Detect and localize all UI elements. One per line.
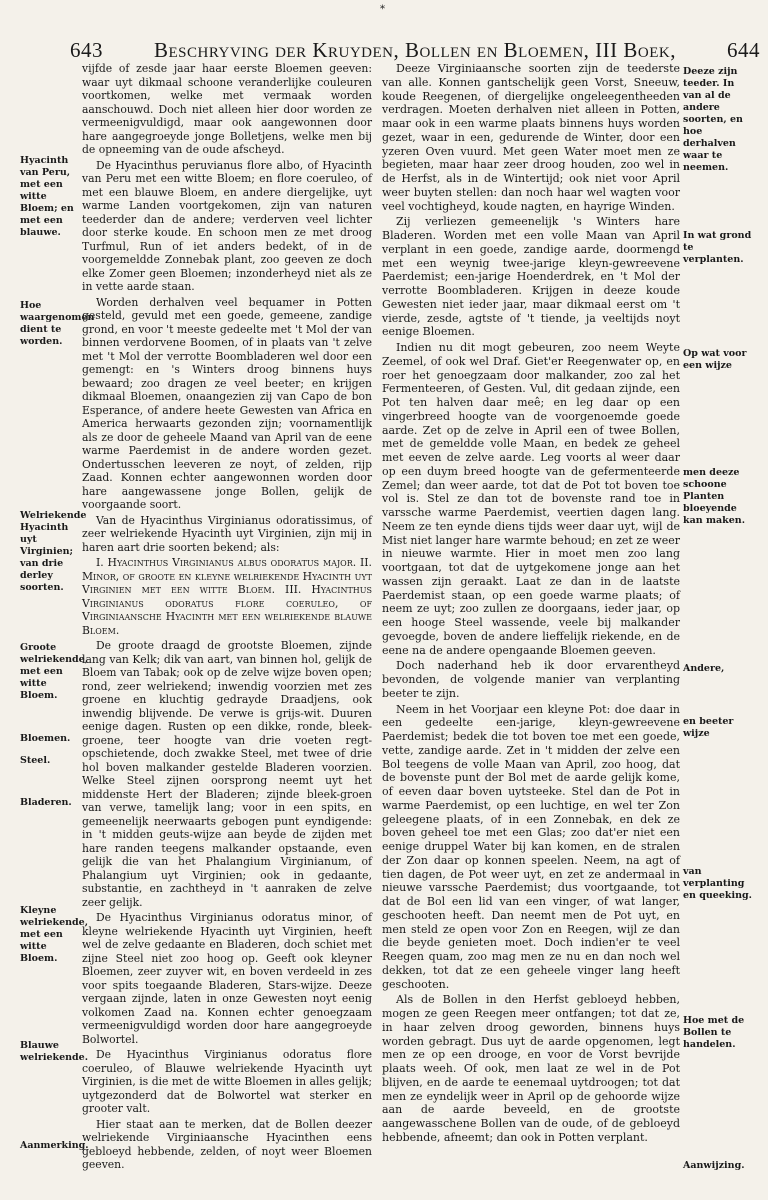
margin-note-left: Steel. xyxy=(20,755,51,766)
paragraph: Als de Bollen in den Herfst gebloeyd hebben, mogen ze geen Reegen meer ontfangen; tot dat ze, in haar zelven droog geworden, binnens huys worden gebragt. Dus uyt de aarde opgenomen, legt men ze op een drooge, en voor de Vorst bevrijde plaats weeh. Of ook, men laat ze wel in de Pot blijven, en de aarde te eenemaal uytdroogen; tot dat men ze eyndelijk weer in April op de gehoorde wijze aan de aarde beveeld, en de grootste aangewasschene Bollen van de oude, of de gebloeyd hebbende, afneemt; dan ook in Potten verplant. xyxy=(382,993,680,1144)
margin-note-right: Op wat voor een wijze xyxy=(683,348,747,371)
margin-note-left: Blauwe welriekende. xyxy=(20,1040,89,1063)
margin-note-left: Welriekende Hyacinth uyt Virginien; van drie derley soorten. xyxy=(20,510,87,593)
margin-note-left: Aanmerking. xyxy=(20,1140,89,1151)
paragraph: De groote draagd de grootste Bloemen, zijnde lang van Kelk; dik van aart, van binnen hol, gelijk de Bloem van Tabak; ook op de zelve wijze boven open; rond, zeer welriekend; inwendig voorzien met zes groene en kluchtig gedrayde Draadjens, ook inwendig blijvende. De verwe is grijs-wit. Duuren eenige dagen. Rusten op een dikke, ronde, bleek-groene, teer hoogte van drie voeten regt-opschietende, doch zwakke Steel, met twee of drie hol boven malkander gestelde Bladeren voorzien. Welke Steel zijnen oorsprong neemt uyt het middenste Hert der Bladeren; zijnde bleek-groen van verwe, tamelijk lang; voor in een spits, en gemeenelijk neerwaarts gebogen punt eyndigende: in 't midden geuts-wijze aan beyde de zijden met hare randen teegens malkander opstaande, even gelijk die van het Phalangium Virginianum, of Phalangium uyt Virginien; ook in gedaante, substantie, en zachtheyd in 't aanraken de zelve zeer gelijk. xyxy=(82,639,372,909)
paragraph: Doch naderhand heb ik door ervarentheyd bevonden, de volgende manier van verplanting beeter te zijn. xyxy=(382,659,680,700)
paragraph: Zij verliezen gemeenelijk 's Winters hare Bladeren. Worden met een volle Maan van April verplant in een goede, zandige aarde, doormengd met een weynig twee-jarige kleyn-gewreevene Paerdemist; een-jarige Hoenderdrek, en 't Mol der verrotte Boombladeren. Krijgen in deeze koude Gewesten niet ieder jaar, maar dikmaal eerst om 't vierde, zesde, agtste of 't tiende, ja veeltijds noyt eenige Bloemen. xyxy=(382,215,680,339)
paragraph: Neem in het Voorjaar een kleyne Pot: doe daar in een gedeelte een-jarige, kleyn-gewreevene Paerdemist; bedek die tot boven toe met een goede, vette, zandige aarde. Zet in 't midden der zelve een Bol teegens de volle Maan van April, zoo hoog, dat de bovenste punt der Bol met de aarde gelijk kome, of eeven daar boven uytsteeke. Stel dan de Pot in warme Paerdemist, op een luchtige, en wel ter Zon geleegene plaats, of in een Zonnebak, en dek ze boven geheel toe met een Glas; zoo dat'er niet een eenige druppel Water bij kan komen, en de stralen der Zon daar op konnen speelen. Neem, na agt of tien dagen, de Pot weer uyt, en zet ze andermaal in nieuwe varssche Paerdemist; dus voortgaande, tot dat de Bol een lid van een vinger, of wat langer, geschooten heeft. Dan neemt men de Pot uyt, en men steld ze open voor Zon en Reegen, wijl ze dan die beyde genieten moet. Doch indien'er te veel Reegen quam, zoo mag men ze nu en dan noch wel dekken, tot dat ze een geheele vinger lang heeft geschooten. xyxy=(382,702,680,991)
right-text-column xyxy=(382,62,680,1147)
paragraph: De Hyacinthus peruvianus flore albo, of Hyacinth van Peru met een witte Bloem; en flore coeruleo, of met een blauwe Bloem, en andere diergelijke, uyt warme Landen voortgekomen, zijn van naturen teederder dan de andere; verderven veel lichter door sterke koude. En schoon men ze met droog Turfmul, Run of iet anders bedekt, of in de voorgemeldde Zonnebak plant, zoo geeven ze doch elke Zomer geen Bloemen; inzonderheyd niet als ze in vette aarde staan. xyxy=(82,158,372,293)
top-mark: * xyxy=(380,4,385,15)
margin-note-right: van verplanting en queeking. xyxy=(683,866,752,901)
paragraph: vijfde of zesde jaar haar eerste Bloemen geeven: waar uyt dikmaal schoone veranderlijke couleuren voortkomen, welke met vermaak worden aanschouwd. Doch niet alleen hier door worden ze vermeenigvuldigd, maar ook aangewonnen door hare aangegroeyde jonge Bolletjens, welke men bij de opneeming van de oude afscheyd. xyxy=(82,62,372,156)
left-page-number: 643 xyxy=(70,38,103,62)
margin-note-left: Bladeren. xyxy=(20,797,72,808)
margin-note-left: Kleyne welriekende, met een witte Bloem. xyxy=(20,905,89,964)
paragraph: Deeze Virginiaansche soorten zijn de teederste van alle. Konnen gantschelijk geen Vorst, Sneeuw, koude Reegenen, of diergelijke ongeleegentheeden verdragen. Moeten derhalven niet alleen in Potten, maar ook in een warme plaats binnens huys worden gezet, waar in een, gedurende de Winter, door een yzeren Oven vuurd. Met geen Water moet men ze begieten, maar haar zeer droog houden, zoo wel in de Herfst, als in de Wintertijd; ook niet voor April weer buyten stellen: dan noch haar wel wagten voor veel vochtigheyd, koude nagten, en hayrige Winden. xyxy=(382,62,680,213)
margin-note-right: In wat grond te verplanten. xyxy=(683,230,752,265)
paragraph: De Hyacinthus Virginianus odoratus minor, of kleyne welriekende Hyacinth uyt Virginien, heeft wel de zelve gedaante en Bladeren, doch schiet met zijne Steel niet zoo hoog op. Geeft ook kleyner Bloemen, zeer zuyver wit, en boven verdeeld in zes voor spits toegaande Bladeren, Stars-wijze. Deeze vergaan zijnde, laten in onze Gewesten noyt eenig volkomen Zaad na. Konnen echter genoegzaam vermeenigvuldigd worden door hare aangegroeyde Bolwortel. xyxy=(82,911,372,1046)
paragraph: Worden derhalven veel bequamer in Potten gesteld, gevuld met een goede, gemeene, zandige grond, en voor 't meeste gedeelte met 't Mol der van binnen verdorvene Boomen, of in plaats van 't zelve met 't Mol der verrotte Boombladeren wel door een gemengt: en 's Winters droog binnens huys bewaard; zoo dragen ze veel beeter; en krijgen dikmaal Bloemen, onaangezien zij van Capo de bon Esperance, of andere heete Gewesten van Africa en America herwaarts gezonden zijn; voornamentlijk als ze door de geheele Maand van April van de eene warme Paerdemist in de andere worden gezet. Ondertusschen leeveren ze noyt, of zelden, rijp Zaad. Konnen echter aangewonnen worden door hare aangewassene jonge Bollen, gelijk de voorgaande soort. xyxy=(82,295,372,511)
margin-note-left: Bloemen. xyxy=(20,733,71,744)
paragraph: Van de Hyacinthus Virginianus odoratissimus, of zeer welriekende Hyacinth uyt Virginien, zijn mij in haren aart drie soorten bekend; als: xyxy=(82,513,372,554)
margin-note-left: Hoe waargenomen dient te worden. xyxy=(20,300,95,347)
left-text-column xyxy=(82,62,372,1174)
margin-note-left: Groote welriekende, met een witte Bloem. xyxy=(20,642,89,701)
margin-note-right: Deeze zijn teeder. In van al de andere soorten, en hoe derhalven waar te neemen. xyxy=(683,66,743,173)
paragraph: I. Hyacinthus Virginianus albus odoratus major. II. Minor, of groote en kleyne welriekende Hyacinth uyt Virginien met een witte Bloem. III. Hyacinthus Virginianus odoratus flore coeruleo, of Virginiaansche Hyacinth met een welriekende blauwe Bloem. xyxy=(82,556,372,637)
paragraph: Indien nu dit mogt gebeuren, zoo neem Weyte Zeemel, of ook wel Draf. Giet'er Reegenwater op, en roer het genoegzaam door malkander, zoo zal het Fermenteeren, of Gesten. Vul, dit gedaan zijnde, een Pot ten halven daar meê; en leg daar op een vingerbreed hoogte van de voorgenoemde goede aarde. Zet op de zelve in April een of twee Bollen, met de gemeldde volle Maan, en bedek ze geheel met eeven de zelve aarde. Leg voorts al weer daar op een duym breed hoogte van de gefermenteerde Zemel; dan weer aarde, tot dat de Pot tot boven toe vol is. Stel ze dan tot de bovenste rand toe in varssche warme Paerdemist, veertien dagen lang. Neem ze ten eynde diens tijds weer daar uyt, wijl de Mist niet langer hare warmte behoud; en zet ze weer in nieuwe warmte. Hier in moet men zoo lang voortgaan, tot dat de uytgekomene jonge aan het wassen zijn geraakt. Laat ze dan in de laatste Paerdemist staan, op een goede warme plaats; of neem ze uyt; zoo zullen ze doorgaans, ieder jaar, op een hooge Steel wassende, veele bij malkander gevoegde, boven de andere lieffelijk riekende, en de eene na de andere opengaande Bloemen geeven. xyxy=(382,341,680,657)
margin-note-right: Aanwijzing. xyxy=(683,1160,745,1171)
margin-note-right: en beeter wijze xyxy=(683,716,734,739)
page-header xyxy=(70,38,760,63)
right-page-number: 644 xyxy=(726,38,760,62)
margin-note-right: Hoe met de Bollen te handelen. xyxy=(683,1015,745,1050)
running-title: Beschryving der Kruyden, Bollen en Bloemen, III Boek, xyxy=(154,38,676,62)
paragraph: De Hyacinthus Virginianus odoratus flore coeruleo, of Blauwe welriekende Hyacinth uyt Virginien, is die met de witte Bloemen in alles gelijk; uytgezonderd dat de Bolwortel wat sterker en grooter valt. xyxy=(82,1048,372,1115)
paragraph: Hier staat aan te merken, dat de Bollen deezer welriekende Virginiaansche Hyacinthen eens gebloeyd hebbende, zelden, of noyt weer Bloemen geeven. xyxy=(82,1117,372,1171)
margin-note-right: men deeze schoone Planten bloeyende kan maken. xyxy=(683,467,746,526)
margin-note-left: Hyacinth van Peru, met een witte Bloem; en met een blauwe. xyxy=(20,155,74,238)
margin-note-right: Andere, xyxy=(683,663,725,674)
